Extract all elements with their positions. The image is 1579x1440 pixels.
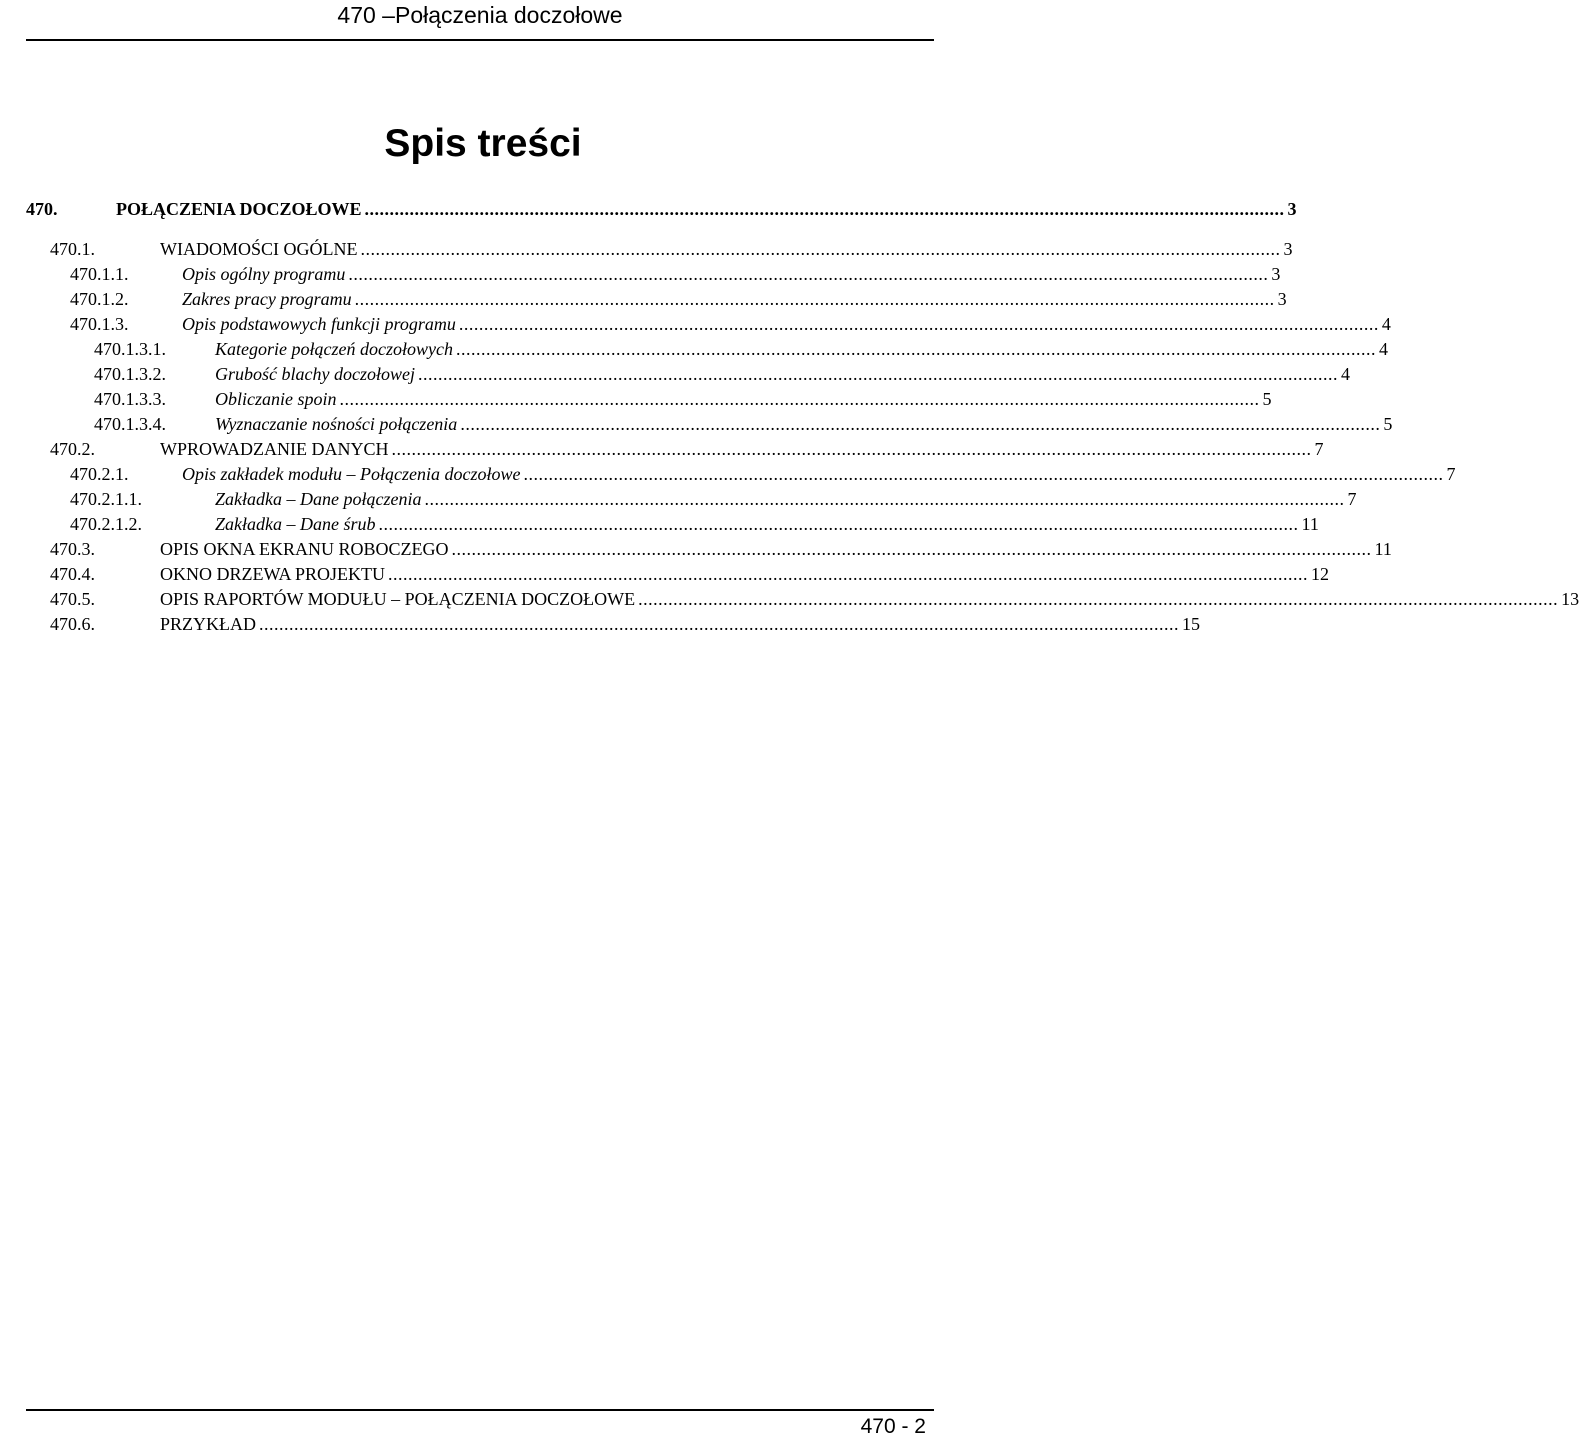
toc-entry[interactable] [50,611,1201,635]
toc-dot-leader: ........................................................................................................................................................................................ [417,364,1338,384]
toc-dot-leader: ........................................................................................................................................................................................ [424,489,1345,509]
toc-entry[interactable] [70,461,1456,485]
running-header: 470 –Połączenia doczołowe [337,2,623,28]
toc-entry-page: 11 [1301,514,1319,534]
toc-entry[interactable] [50,561,1329,585]
toc-entry-number: 470.2.1.1. [70,489,142,509]
toc-entry-number: 470.4. [50,564,95,584]
toc-entry-number: 470.2. [50,439,95,459]
toc-entry[interactable] [50,536,1392,560]
page-number: 470 - 2 [860,1415,926,1438]
toc-entry-page: 3 [1277,289,1287,309]
toc-entry-page: 12 [1311,564,1329,584]
toc-entry[interactable] [50,586,1579,610]
toc-entry[interactable] [70,311,1391,335]
toc-entry-number: 470.1.2. [70,289,129,309]
toc-entry[interactable] [94,411,1393,435]
toc-entry-page: 4 [1340,364,1350,384]
toc-entry[interactable] [50,236,1293,260]
toc-entry-page: 13 [1561,589,1579,609]
toc-entry-title: Obliczanie spoin [215,389,337,409]
toc-dot-leader: ........................................................................................................................................................................................ [388,564,1308,584]
toc-entry-number: 470. [26,199,58,219]
toc-entry-title: WPROWADZANIE DANYCH [160,439,389,459]
toc-entry-title: Kategorie połączeń doczołowych [215,339,453,359]
toc-entry-page: 3 [1283,239,1293,259]
toc-entry-title: Opis podstawowych funkcji programu [182,314,456,334]
toc-entry-title: Opis ogólny programu [182,264,346,284]
toc-dot-leader: ........................................................................................................................................................................................ [259,614,1180,634]
toc-entry-title: Zakres pracy programu [182,289,352,309]
toc-dot-leader: ........................................................................................................................................................................................ [354,289,1275,309]
toc-dot-leader: ........................................................................................................................................................................................ [360,239,1281,259]
toc-entry-page: 4 [1381,314,1391,334]
toc-dot-leader: ........................................................................................................................................................................................ [391,439,1312,459]
toc-entry-title: Opis zakładek modułu – Połączenia doczołowe [182,464,521,484]
toc-entry-title: Grubość blachy doczołowej [215,364,415,384]
toc-entry-number: 470.2.1. [70,464,129,484]
toc-dot-leader: ........................................................................................................................................................................................ [638,589,1559,609]
toc-dot-leader: ........................................................................................................................................................................................ [523,464,1444,484]
toc-entry-title: OPIS OKNA EKRANU ROBOCZEGO [160,539,449,559]
toc-entry-page: 4 [1378,339,1388,359]
toc-entry-title: Wyznaczanie nośności połączenia [215,414,458,434]
toc-entry[interactable] [70,511,1319,535]
toc-dot-leader: ........................................................................................................................................................................................ [348,264,1269,284]
toc-entry-page: 3 [1287,199,1297,219]
toc-entry[interactable] [94,336,1388,360]
toc-dot-leader: ........................................................................................................................................................................................ [378,514,1299,534]
table-of-contents [0,0,1579,640]
toc-entry-page: 15 [1182,614,1201,634]
toc-entry-number: 470.3. [50,539,95,559]
toc-entry-page: 5 [1383,414,1393,434]
toc-entry-number: 470.6. [50,614,95,634]
toc-entry-number: 470.2.1.2. [70,514,142,534]
toc-entry-page: 7 [1347,489,1357,509]
toc-dot-leader: ........................................................................................................................................................................................ [364,199,1285,219]
toc-entry[interactable] [94,361,1350,385]
toc-entry-title: Zakładka – Dane śrub [215,514,376,534]
toc-dot-leader: ........................................................................................................................................................................................ [451,539,1372,559]
toc-entry-number: 470.5. [50,589,95,609]
toc-entry-number: 470.1.3.4. [94,414,166,434]
toc-entry-page: 11 [1374,539,1392,559]
toc-entry-title: OPIS RAPORTÓW MODUŁU – POŁĄCZENIA DOCZOŁOWE [160,589,636,609]
toc-entry-number: 470.1.3.3. [94,389,166,409]
toc-dot-leader: ........................................................................................................................................................................................ [339,389,1260,409]
toc-entry[interactable] [94,386,1272,410]
toc-entry[interactable] [50,436,1324,460]
toc-dot-leader: ........................................................................................................................................................................................ [460,414,1381,434]
toc-entry-number: 470.1.1. [70,264,129,284]
toc-entry-page: 3 [1271,264,1281,284]
toc-entry[interactable] [70,286,1287,310]
toc-entry-title: OKNO DRZEWA PROJEKTU [160,564,385,584]
toc-entry[interactable] [70,261,1281,285]
toc-entry-number: 470.1. [50,239,95,259]
toc-entry-title: Zakładka – Dane połączenia [215,489,422,509]
toc-entry-page: 5 [1262,389,1272,409]
toc-dot-leader: ........................................................................................................................................................................................ [458,314,1379,334]
toc-entry-page: 7 [1446,464,1456,484]
toc-entry-title: POŁĄCZENIA DOCZOŁOWE [116,199,362,219]
toc-entry-page: 7 [1314,439,1324,459]
toc-entry-title: WIADOMOŚCI OGÓLNE [160,239,358,259]
toc-entry[interactable] [26,196,1297,220]
toc-entry[interactable] [70,486,1357,510]
toc-entry-title: PRZYKŁAD [160,614,257,634]
page-title: Spis treści [384,122,582,165]
footer-divider [26,1409,934,1411]
toc-entry-number: 470.1.3. [70,314,129,334]
toc-dot-leader: ........................................................................................................................................................................................ [455,339,1376,359]
toc-entry-number: 470.1.3.2. [94,364,166,384]
toc-entry-number: 470.1.3.1. [94,339,166,359]
